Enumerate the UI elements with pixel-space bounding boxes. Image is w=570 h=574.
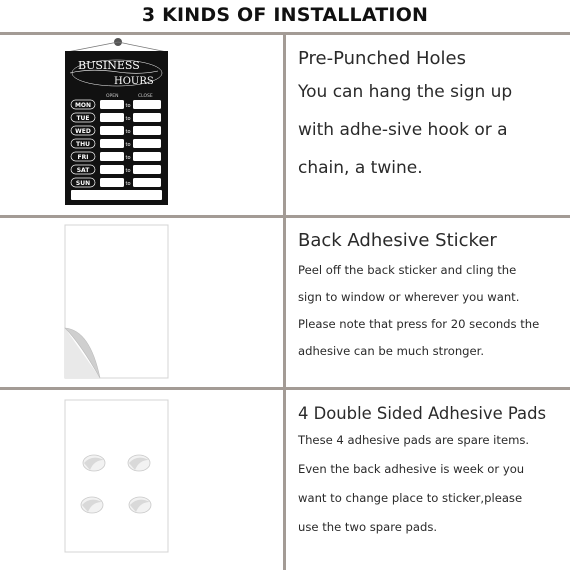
section-title: 4 Double Sided Adhesive Pads bbox=[298, 404, 547, 423]
sign-day-row bbox=[71, 139, 161, 148]
sign-to-label: to bbox=[125, 116, 131, 122]
section-line: You can hang the sign up bbox=[298, 82, 513, 102]
sign-to-label: to bbox=[125, 142, 131, 148]
sign-day-label: MON bbox=[74, 102, 92, 109]
sign-day-row bbox=[71, 100, 161, 109]
sign-day-label: FRI bbox=[77, 154, 89, 161]
sign-day-label: WED bbox=[75, 128, 91, 135]
adhesive-pad-icon bbox=[83, 455, 105, 471]
adhesive-pad-icon bbox=[129, 497, 151, 513]
section-line: want to change place to sticker,please bbox=[298, 491, 523, 505]
section-body bbox=[298, 257, 566, 365]
back-sticker-illustration bbox=[0, 218, 283, 387]
sign-day-label: SUN bbox=[75, 180, 91, 187]
section-line: Peel off the back sticker and cling the bbox=[298, 263, 517, 277]
sign-day-row bbox=[71, 152, 161, 161]
section-line: chain, a twine. bbox=[298, 158, 423, 178]
section-line: adhesive can be much stronger. bbox=[298, 344, 485, 358]
sticker-illustration-cell bbox=[0, 218, 283, 387]
sign-day-row bbox=[71, 126, 161, 135]
sign-to-label: to bbox=[125, 155, 131, 161]
pads-illustration-cell bbox=[0, 390, 283, 570]
sign-heading-business: BUSINESS bbox=[78, 59, 140, 72]
adhesive-pads-illustration bbox=[0, 390, 283, 570]
sign-rows bbox=[71, 100, 161, 187]
sign-col-close: CLOSE bbox=[138, 94, 153, 99]
section-back-sticker bbox=[298, 230, 566, 365]
section-line: Please note that press for 20 seconds the bbox=[298, 317, 540, 331]
sign-day-label: TUE bbox=[76, 115, 90, 122]
section-pre-punched bbox=[298, 48, 566, 187]
sign-illustration-cell bbox=[0, 35, 283, 215]
section-adhesive-pads bbox=[298, 404, 566, 542]
sign-to-label: to bbox=[125, 168, 131, 174]
sign-day-label: SAT bbox=[76, 167, 90, 174]
section-line: Even the back adhesive is week or you bbox=[298, 462, 525, 476]
section-line: sign to window or wherever you want. bbox=[298, 290, 520, 304]
sign-col-open: OPEN bbox=[106, 94, 119, 99]
page-title: 3 KINDS OF INSTALLATION bbox=[141, 4, 429, 26]
sign-to-label: to bbox=[125, 181, 131, 187]
section-line: These 4 adhesive pads are spare items. bbox=[298, 433, 530, 447]
sign-day-row bbox=[71, 178, 161, 187]
divider-vertical bbox=[283, 32, 286, 570]
section-line: use the two spare pads. bbox=[298, 520, 438, 534]
section-line: with adhe-sive hook or a bbox=[298, 120, 508, 140]
sign-day-row bbox=[71, 165, 161, 174]
section-body bbox=[298, 73, 566, 187]
sign-day-row bbox=[71, 113, 161, 122]
adhesive-pad-icon bbox=[81, 497, 103, 513]
adhesive-pad-icon bbox=[128, 455, 150, 471]
sign-to-label: to bbox=[125, 129, 131, 135]
business-hours-sign-illustration bbox=[0, 35, 283, 215]
section-title: Pre-Punched Holes bbox=[298, 48, 466, 69]
sign-to-label: to bbox=[125, 103, 131, 109]
section-title: Back Adhesive Sticker bbox=[298, 230, 497, 251]
section-body bbox=[298, 426, 566, 542]
sign-day-label: THU bbox=[76, 141, 90, 148]
sign-heading-hours: HOURS bbox=[114, 76, 154, 87]
